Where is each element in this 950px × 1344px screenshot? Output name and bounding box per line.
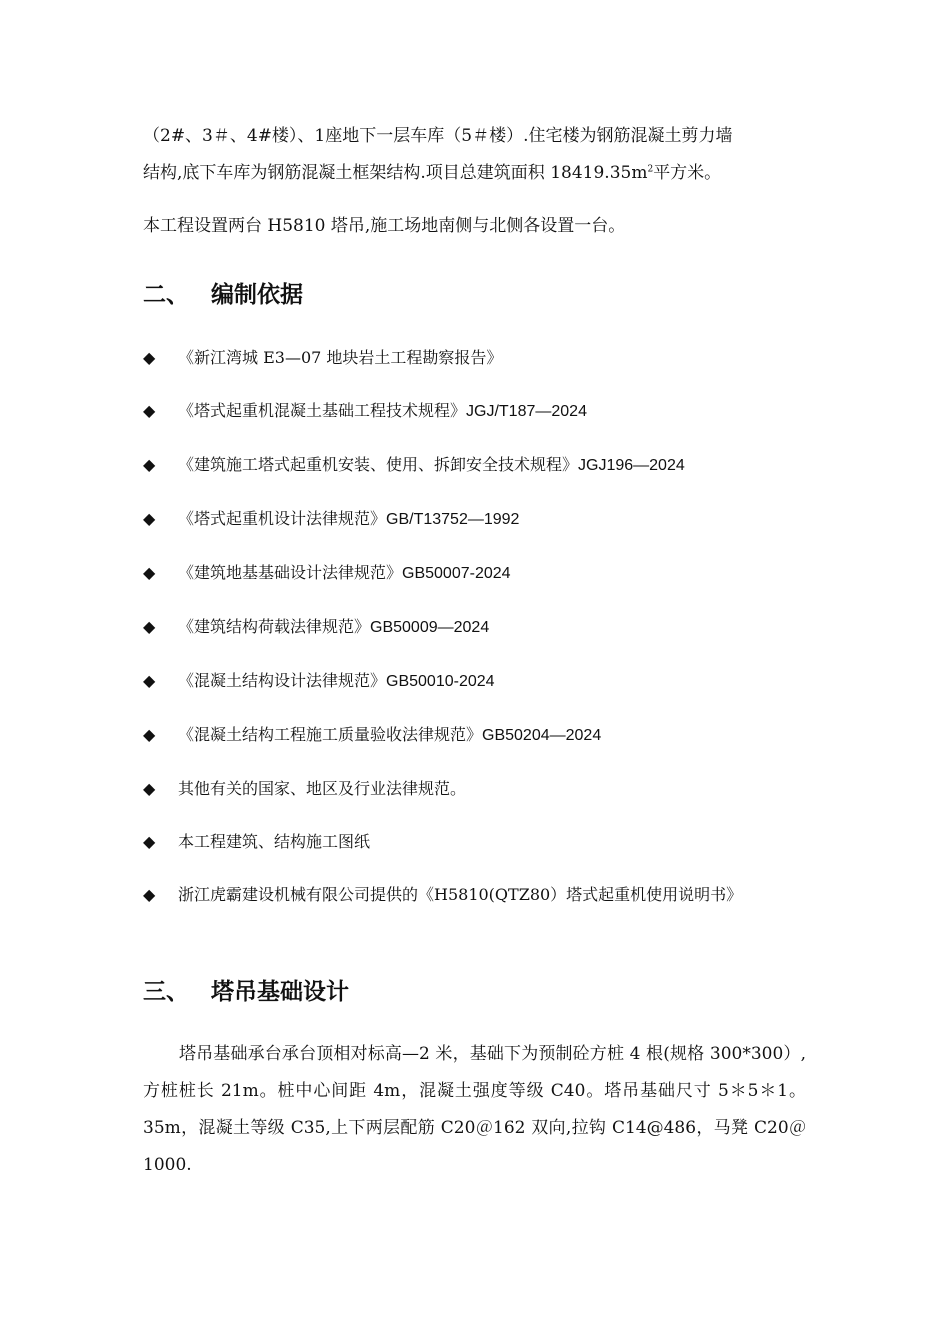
reference-code: JGJ/T187—2024: [466, 403, 587, 420]
reference-title: 《混凝土结构设计法律规范》: [178, 671, 387, 690]
intro-line-2-text: 结构,底下车库为钢筋混凝土框架结构.项目总建筑面积 18419.35m: [143, 163, 648, 183]
intro-line-1: （2#、3＃、4#楼）、1座地下一层车库（5＃楼）.住宅楼为钢筋混凝土剪力墙: [143, 126, 733, 146]
reference-title: 《塔式起重机混凝土基础工程技术规程》: [178, 401, 467, 420]
reference-code: GB50009—2024: [370, 619, 490, 636]
reference-title: 其他有关的国家、地区及行业法律规范。: [178, 779, 467, 798]
reference-title: 《塔式起重机设计法律规范》: [178, 509, 387, 528]
section-2-number: 二、: [143, 282, 189, 308]
reference-item: [143, 447, 806, 484]
reference-code: GB/T13752—1992: [386, 511, 520, 528]
reference-code: GB50010-2024: [386, 673, 495, 690]
reference-item: [143, 393, 806, 430]
section-3-title: 塔吊基础设计: [211, 979, 349, 1005]
reference-list: [143, 340, 806, 930]
reference-item: [143, 340, 806, 376]
intro-paragraph: [143, 118, 806, 192]
foundation-design-paragraph: 塔吊基础承台承台顶相对标高—2 米，基础下为预制砼方桩 4 根(规格 300*300）,方桩桩长 21m。桩中心间距 4m，混凝土强度等级 C40。塔吊基础尺寸 5＊5＊1。35m，混凝土等级 C35,上下两层配筋 C20＠162 双向,拉钩 C14@486，马凳 C20＠1000.: [143, 1044, 806, 1175]
section-2-title: 编制依据: [211, 282, 303, 308]
diamond-bullet-icon: ◆: [143, 885, 156, 904]
reference-item: [143, 771, 806, 807]
reference-item: [143, 609, 806, 646]
section-2-heading: [143, 276, 303, 309]
diamond-bullet-icon: ◆: [143, 617, 156, 636]
diamond-bullet-icon: ◆: [143, 779, 156, 798]
diamond-bullet-icon: ◆: [143, 832, 156, 851]
diamond-bullet-icon: ◆: [143, 401, 156, 420]
diamond-bullet-icon: ◆: [143, 509, 156, 528]
section-3-heading: [143, 973, 349, 1006]
section-3-number: 三、: [143, 979, 189, 1005]
reference-code: GB50204—2024: [482, 727, 602, 744]
diamond-bullet-icon: ◆: [143, 671, 156, 690]
diamond-bullet-icon: ◆: [143, 348, 156, 367]
reference-title: 《新江湾城 E3—07 地块岩土工程勘察报告》: [178, 348, 503, 367]
diamond-bullet-icon: ◆: [143, 455, 156, 474]
reference-title: 《建筑施工塔式起重机安装、使用、拆卸安全技术规程》: [178, 455, 579, 474]
reference-title: 《建筑结构荷载法律规范》: [178, 617, 371, 636]
reference-title: 《建筑地基基础设计法律规范》: [178, 563, 403, 582]
reference-title: 本工程建筑、结构施工图纸: [178, 832, 371, 851]
intro-line-2: [143, 163, 721, 183]
diamond-bullet-icon: ◆: [143, 725, 156, 744]
reference-item: [143, 555, 806, 592]
reference-item: [143, 663, 806, 700]
crane-paragraph: 本工程设置两台 H5810 塔吊,施工场地南侧与北侧各设置一台。: [143, 216, 626, 236]
reference-title: 浙江虎霸建设机械有限公司提供的《H5810(QTZ80）塔式起重机使用说明书》: [178, 885, 743, 904]
reference-code: JGJ196—2024: [578, 457, 685, 474]
reference-code: GB50007-2024: [402, 565, 511, 582]
intro-line-2-end: 平方米。: [653, 163, 722, 183]
reference-item: [143, 824, 806, 860]
diamond-bullet-icon: ◆: [143, 563, 156, 582]
reference-item: [143, 717, 806, 754]
reference-item: [143, 501, 806, 538]
reference-item: [143, 877, 806, 913]
area-superscript: 2: [647, 164, 654, 175]
reference-title: 《混凝土结构工程施工质量验收法律规范》: [178, 725, 483, 744]
